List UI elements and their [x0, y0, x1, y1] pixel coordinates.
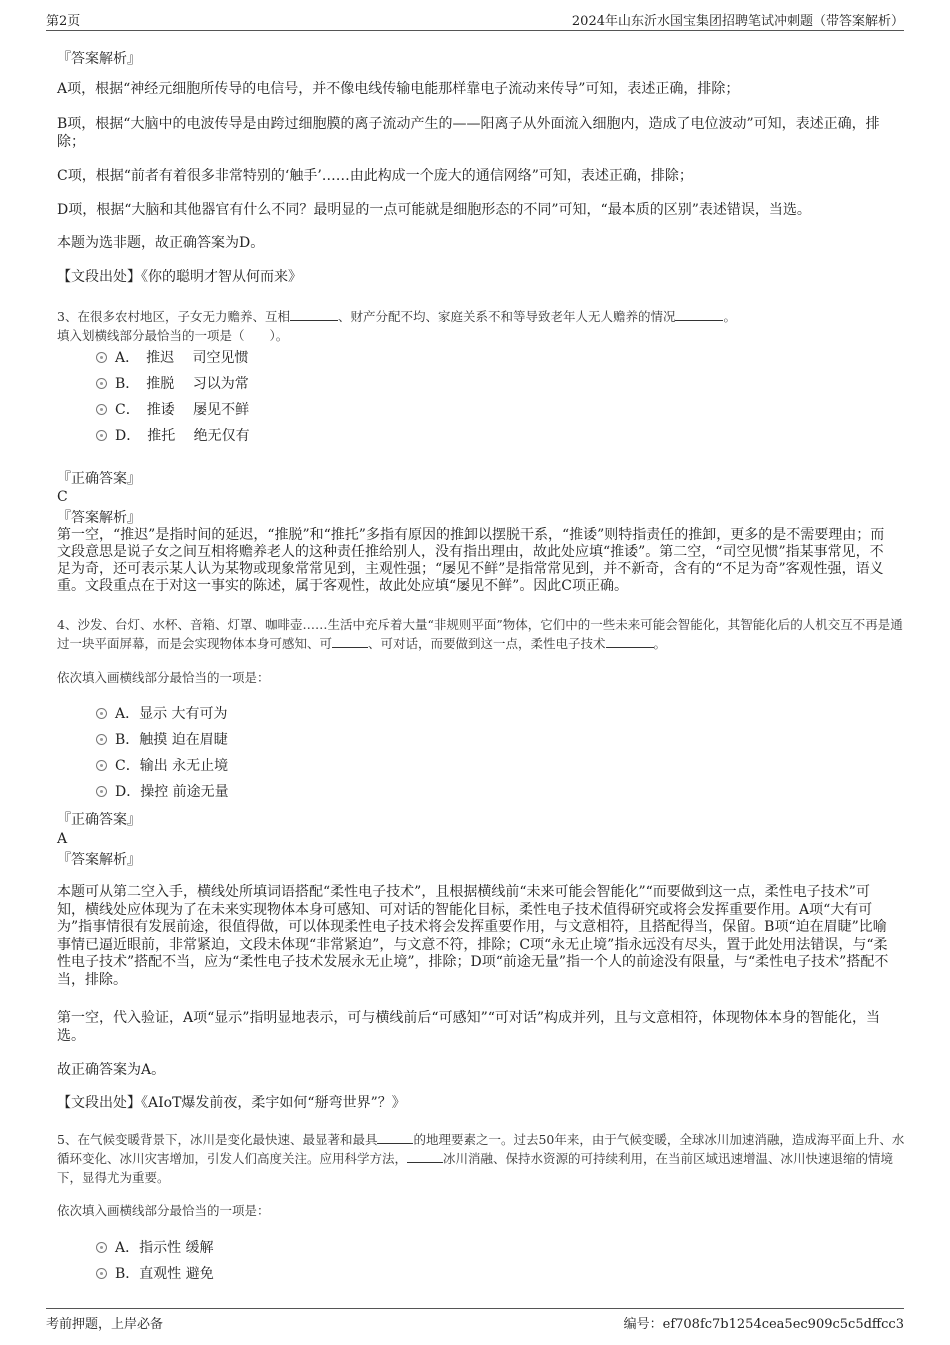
q4-analysis-label: 『答案解析』 — [57, 852, 141, 868]
q3-option-c-label: C． 推诿 屡见不鲜 — [115, 402, 250, 418]
document-title: 2024年山东沂水国宝集团招聘笔试冲刺题（带答案解析） — [571, 14, 904, 29]
radio-icon[interactable] — [96, 786, 107, 797]
q4-option-d-label: D．操控 前途无量 — [115, 784, 229, 800]
q5-blank-1 — [377, 1131, 413, 1144]
q3-option-d[interactable] — [96, 426, 250, 446]
q5-stem-part2: 的地理要素之一。过去50年来，由于气候变暖，全球冰川加速消融，造成海平面上升、水循环变化、冰川灾害增加，引发人们高度关注。应用科学方法， — [57, 1132, 905, 1166]
q4-stem-part1: 4、沙发、台灯、水杯、音箱、灯罩、咖啡壶……生活中充斥着大量“非规则平面”物体，它们中的一些未来可能会智能化，其智能化后的人机交互不再是通过一块平面屏幕，而是会实现物体本身可感知、可 — [57, 617, 903, 651]
q4-option-c-label: C．输出 永无止境 — [115, 758, 229, 774]
q4-blank-2 — [606, 635, 654, 648]
q5-option-a-label: A．指示性 缓解 — [115, 1240, 214, 1256]
q4-option-a[interactable] — [96, 704, 228, 724]
q4-source: 【文段出处】《AIoT爆发前夜，柔宇如何“掰弯世界”？》 — [57, 1095, 406, 1111]
q3-analysis-label: 『答案解析』 — [57, 510, 141, 526]
radio-icon[interactable] — [96, 352, 107, 363]
page-number: 第2页 — [46, 14, 81, 29]
q4-option-d[interactable] — [96, 782, 229, 802]
q4-answer-label: 『正确答案』 — [57, 812, 141, 828]
q3-option-b-label: B． 推脱 习以为常 — [115, 376, 249, 392]
q4-analysis-1: 本题可从第二空入手，横线处所填词语搭配“柔性电子技术”，且根据横线前“未来可能会智能化”“而要做到这一点，柔性电子技术”可知，横线处应体现为了在未来实现物体本身可感知、可对话的智能化目标，柔性电子技术值得研究或将会发挥重要作用。A项“大有可为”指事情很有发展前途，很值得做，可以体现柔性电子技术将会发挥重要作用，与文意相符，且搭配得当，保留。B项“迫在眉睫”比喻事情已逼近眼前，非常紧迫，文段未体现“非常紧迫”，与文意不符，排除；C项“永无止境”指永远没有尽头，置于此处用法错误，与“柔性电子技术”搭配不当，应为“柔性电子技术发展永无止境”，排除；D项“前途无量”指一个人的前途没有限量，与“柔性电子技术”搭配不当，排除。 — [57, 884, 889, 988]
radio-icon[interactable] — [96, 734, 107, 745]
q2-conclusion: 本题为选非题，故正确答案为D。 — [57, 235, 265, 251]
q2-analysis-c: C项，根据“前者有着很多非常特别的‘触手’……由此构成一个庞大的通信网络”可知，表述正确，排除； — [57, 168, 693, 184]
q5-stem-part1: 5、在气候变暖背景下，冰川是变化最快速、最显著和最具 — [57, 1132, 378, 1147]
q4-option-a-label: A．显示 大有可为 — [115, 706, 228, 722]
q5-stem — [57, 1130, 905, 1187]
q3-option-d-label: D． 推托 绝无仅有 — [115, 428, 250, 444]
q4-stem-part3: 。 — [653, 636, 667, 651]
q4-conclusion: 故正确答案为A。 — [57, 1062, 166, 1078]
q3-option-b[interactable] — [96, 374, 249, 394]
q3-stem-part1: 3、在很多农村地区，子女无力赡养、互相 — [57, 309, 290, 324]
q3-option-c[interactable] — [96, 400, 249, 420]
q5-instruction: 依次填入画横线部分最恰当的一项是： — [57, 1203, 270, 1218]
q5-option-a[interactable] — [96, 1238, 214, 1258]
radio-icon[interactable] — [96, 1242, 107, 1253]
q4-analysis-2: 第一空，代入验证，A项“显示”指明显地表示，可与横线前后“可感知”“可对话”构成并列，且与文意相符，体现物体本身的智能化，当选。 — [57, 1010, 881, 1044]
q5-blank-2 — [407, 1150, 443, 1163]
q5-option-b[interactable] — [96, 1264, 214, 1284]
q3-stem-part2: 、财产分配不均、家庭关系不和等导致老年人无人赡养的情况 — [337, 309, 676, 324]
q4-stem — [57, 615, 905, 653]
page-header — [46, 8, 904, 31]
q4-option-c[interactable] — [96, 756, 228, 776]
q3-option-a-label: A． 推迟 司空见惯 — [115, 350, 249, 366]
q3-blank-1 — [290, 308, 338, 321]
q2-analysis-label: 『答案解析』 — [57, 51, 141, 67]
q3-instruction: 填入划横线部分最恰当的一项是（ ）。 — [57, 328, 289, 343]
q4-blank-1 — [332, 635, 368, 648]
q4-answer: A — [57, 831, 68, 847]
q3-analysis: 第一空，“推迟”是指时间的延迟，“推脱”和“推托”多指有原因的推卸以摆脱干系，“推诿”则特指责任的推卸，更多的是不需要理由；而文段意思是说子女之间互相将赡养老人的这种责任推给别人，没有指出理由，故此处应填“推诿”。第二空，“司空见惯”指某事常见，不足为奇，还可表示某人认为某物或现象常常见到，主观性强；“屡见不鲜”是指常常见到，并不新奇，含有的“不足为奇”客观性强，语义重。文段重点在于对这一事实的陈述，属于客观性，故此处应填“屡见不鲜”。因此C项正确。 — [57, 527, 885, 594]
q3-option-a[interactable] — [96, 348, 249, 368]
q5-option-b-label: B．直观性 避免 — [115, 1266, 214, 1282]
q3-blank-2 — [675, 308, 723, 321]
radio-icon[interactable] — [96, 378, 107, 389]
q4-instruction: 依次填入画横线部分最恰当的一项是： — [57, 670, 270, 685]
q3-stem-part3: 。 — [723, 309, 736, 324]
q3-answer: C — [57, 489, 68, 505]
radio-icon[interactable] — [96, 430, 107, 441]
q4-option-b-label: B．触摸 迫在眉睫 — [115, 732, 228, 748]
footer-slogan: 考前押题，上岸必备 — [46, 1317, 164, 1332]
q2-analysis-a: A项，根据“神经元细胞所传导的电信号，并不像电线传输电能那样靠电子流动来传导”可知，表述正确，排除； — [57, 81, 740, 97]
q2-analysis-b: B项，根据“大脑中的电波传导是由跨过细胞膜的离子流动产生的——阳离子从外面流入细胞内，造成了电位波动”可知，表述正确，排除； — [57, 116, 880, 150]
radio-icon[interactable] — [96, 404, 107, 415]
document-id: 编号：ef708fc7b1254cea5ec909c5c5dffcc3 — [623, 1317, 904, 1332]
q2-analysis-d: D项，根据“大脑和其他器官有什么不同？最明显的一点可能就是细胞形态的不同”可知，“最本质的区别”表述错误，当选。 — [57, 202, 811, 218]
q4-option-b[interactable] — [96, 730, 228, 750]
q2-source: 【文段出处】《你的聪明才智从何而来》 — [57, 269, 302, 285]
q3-stem — [57, 307, 905, 326]
radio-icon[interactable] — [96, 708, 107, 719]
page-footer — [46, 1308, 904, 1331]
q4-stem-part2: 、可对话，而要做到这一点，柔性电子技术 — [368, 636, 606, 651]
radio-icon[interactable] — [96, 760, 107, 771]
q5-stem-part3: 冰川消融、保持水资源的可持续利用，在当前区域迅速增温、冰川快速退缩的情境下，显得尤为重要。 — [57, 1151, 894, 1185]
q3-answer-label: 『正确答案』 — [57, 471, 141, 487]
radio-icon[interactable] — [96, 1268, 107, 1279]
